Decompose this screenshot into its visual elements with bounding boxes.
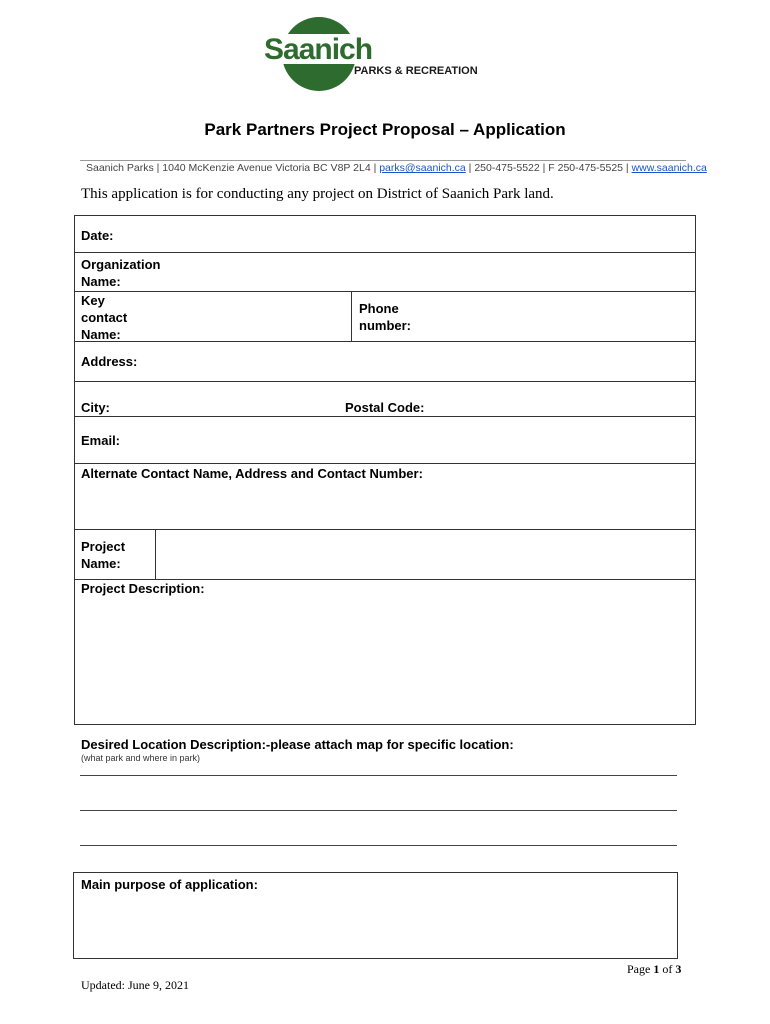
organization-label-line1: Organization — [81, 257, 161, 272]
main-purpose-box[interactable] — [73, 872, 678, 959]
location-line-3[interactable] — [80, 845, 677, 846]
date-field[interactable]: Date: — [81, 228, 114, 243]
address-prefix: Saanich Parks | 1040 McKenzie Avenue Victoria BC V8P 2L4 | — [86, 162, 380, 174]
page-current: 1 — [653, 962, 660, 976]
logo-subtitle: PARKS & RECREATION — [354, 65, 478, 77]
email-link[interactable]: parks@saanich.ca — [379, 162, 466, 174]
logo-brand: Saanich — [264, 33, 373, 66]
header-divider — [80, 160, 686, 161]
postal-code-field[interactable]: Postal Code: — [345, 400, 425, 415]
email-field[interactable]: Email: — [81, 433, 121, 448]
organization-name-field[interactable] — [81, 256, 160, 290]
project-name-label-line1: Project — [81, 539, 126, 554]
organization-label-line2: Name: — [81, 274, 121, 289]
address-middle: | 250-475-5522 | F 250-475-5525 | — [465, 162, 632, 174]
key-contact-label-line1: Key — [81, 293, 105, 308]
application-form — [74, 215, 696, 725]
city-field[interactable]: City: — [81, 400, 110, 415]
website-link[interactable]: www.saanich.ca — [631, 162, 707, 174]
phone-label-line2: number: — [359, 318, 411, 333]
key-contact-label-line2: contact — [81, 310, 128, 325]
saanich-logo — [262, 14, 502, 94]
location-hint: (what park and where in park) — [81, 753, 201, 763]
address-field[interactable]: Address: — [81, 354, 138, 369]
updated-date: Updated: June 9, 2021 — [81, 978, 189, 992]
project-description-field[interactable]: Project Description: — [81, 581, 205, 596]
alternate-contact-field[interactable]: Alternate Contact Name, Address and Contact Number: — [81, 466, 423, 481]
phone-label-line1: Phone — [359, 301, 399, 316]
page-total: 3 — [675, 962, 682, 976]
page-title: Park Partners Project Proposal – Application — [204, 120, 566, 139]
address-line — [86, 162, 707, 174]
project-name-label — [81, 538, 125, 572]
page-number — [627, 962, 681, 977]
project-name-input[interactable] — [157, 531, 693, 577]
key-contact-label-line3: Name: — [81, 327, 121, 342]
location-line-2[interactable] — [80, 810, 677, 811]
phone-number-field[interactable] — [359, 300, 411, 334]
main-purpose-label: Main purpose of application: — [81, 877, 258, 892]
project-name-label-line2: Name: — [81, 556, 121, 571]
location-label: Desired Location Description:-please attach map for specific location: — [81, 737, 514, 752]
intro-text: This application is for conducting any project on District of Saanich Park land. — [81, 186, 554, 202]
page-of: of — [659, 962, 676, 976]
location-line-1[interactable] — [80, 775, 677, 776]
key-contact-name-field[interactable] — [81, 292, 127, 343]
page-prefix: Page — [627, 962, 654, 976]
